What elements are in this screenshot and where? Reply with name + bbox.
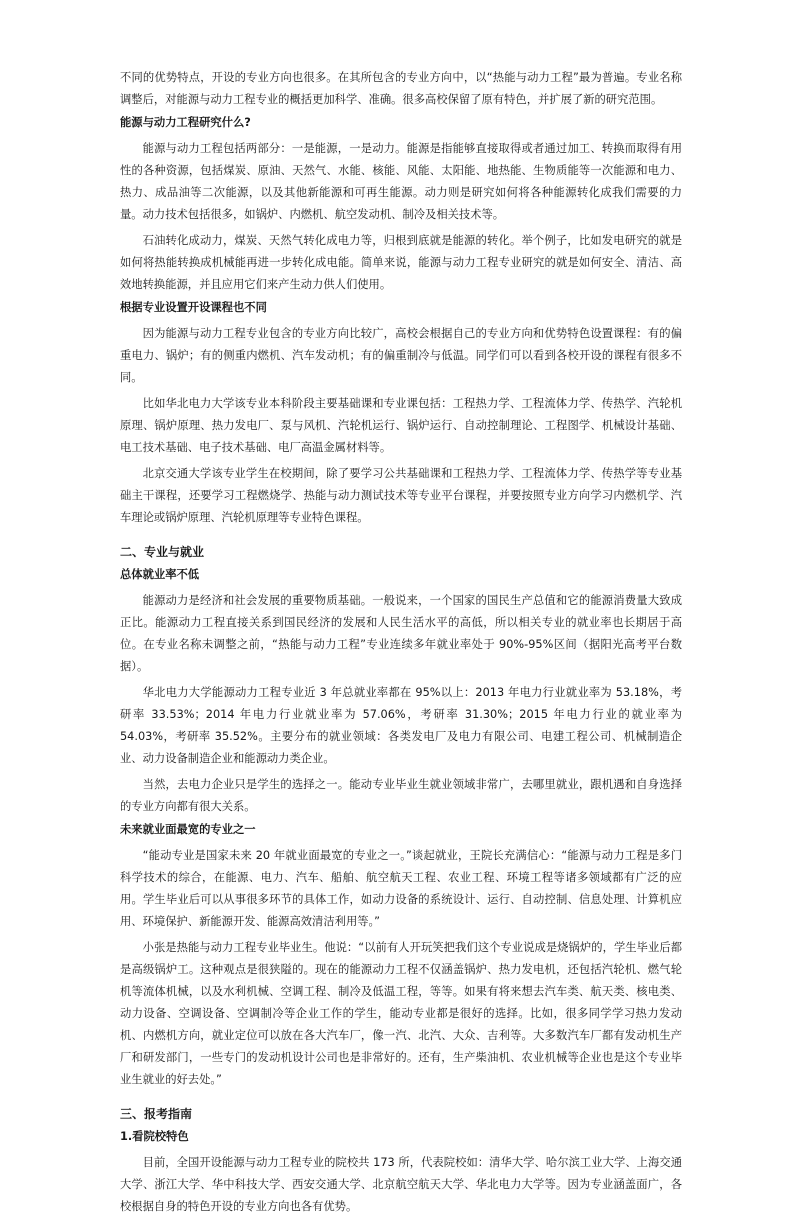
body-paragraph: 当然，去电力企业只是学生的选择之一。能动专业毕业生就业领域非常广，去哪里就业，跟机遇和自身选择的专业方向都有很大关系。	[120, 778, 682, 813]
section-heading: 总体就业率不低	[120, 568, 200, 581]
body-paragraph: 目前，全国开设能源与动力工程专业的院校共 173 所，代表院校如：清华大学、哈尔滨工业大学、上海交通大学、浙江大学、华中科技大学、西安交通大学、北京航空航天大学、华北电力大学等。因为专业涵盖面广，各校根据自身的特色开设的专业方向也各有优势。	[120, 1156, 682, 1213]
body-paragraph: 能源动力是经济和社会发展的重要物质基础。一般说来，一个国家的国民生产总值和它的能源消费量大致成正比。能源动力工程直接关系到国民经济的发展和人民生活水平的高低，所以相关专业的就业率也长期居于高位。在专业名称未调整之前，“热能与动力工程”专业连续多年就业率处于 90%-95%区间（据阳光高考平台数据）。	[120, 594, 682, 673]
chapter-heading: 三、报考指南	[120, 1107, 193, 1121]
body-paragraph: 因为能源与动力工程专业包含的专业方向比较广，高校会根据自己的专业方向和优势特色设置课程：有的偏重电力、锅炉；有的侧重内燃机、汽车发动机；有的偏重制冷与低温。同学们可以看到各校开设的课程有很多不同。	[120, 327, 682, 384]
intro-paragraph: 不同的优势特点，开设的专业方向也很多。在其所包含的专业方向中，以“热能与动力工程”最为普遍。专业名称调整后，对能源与动力工程专业的概括更加科学、准确。很多高校保留了原有特色，并扩展了新的研究范围。	[120, 71, 682, 106]
body-paragraph: “能动专业是国家未来 20 年就业面最宽的专业之一。”谈起就业，王院长充满信心：“能源与动力工程是多门科学技术的综合，在能源、电力、汽车、船舶、航空航天工程、农业工程、环境工程等诸多领域都有广泛的应用。学生毕业后可以从事很多环节的具体工作，如动力设备的系统设计、运行、自动控制、信息处理、计算机应用、环境保护、新能源开发、能源高效清洁利用等。”	[120, 849, 682, 928]
body-paragraph: 小张是热能与动力工程专业毕业生。他说：“以前有人开玩笑把我们这个专业说成是烧锅炉的，学生毕业后都是高级锅炉工。这种观点是很狭隘的。现在的能源动力工程不仅涵盖锅炉、热力发电机，还包括汽轮机、燃气轮机等流体机械，以及水利机械、空调工程、制冷及低温工程，等等。如果有将来想去汽车类、航天类、核电类、动力设备、空调设备、空调制冷等企业工作的学生，能动专业都是很好的选择。比如，很多同学学习热力发动机、内燃机方向，就业定位可以放在各大汽车厂，像一汽、北汽、大众、吉利等。大多数汽车厂都有发动机生产厂和研发部门，一些专门的发动机设计公司也是非常好的。还有，生产柴油机、农业机械等企业也是这个专业毕业生就业的好去处。”	[120, 941, 682, 1086]
body-paragraph: 石油转化成动力，煤炭、天然气转化成电力等，归根到底就是能源的转化。举个例子，比如发电研究的就是如何将热能转换成机械能再进一步转化成电能。简单来说，能源与动力工程专业研究的就是如何安全、清洁、高效地转换能源，并且应用它们来产生动力供人们使用。	[120, 234, 682, 291]
section-heading: 能源与动力工程研究什么?	[120, 116, 251, 129]
body-paragraph: 华北电力大学能源动力工程专业近 3 年总就业率都在 95%以上：2013 年电力行业就业率为 53.18%，考研率 33.53%；2014 年电力行业就业率为 57.06%，考研率 31.30%；2015 年电力行业的就业率为 54.03%，考研率 35.52%。主要分布的就业领域：各类发电厂及电力有限公司、电建工程公司、机械制造企业、动力设备制造企业和能源动力类企业。	[120, 686, 682, 765]
block	[120, 67, 682, 111]
chapter-heading: 二、专业与就业	[120, 545, 205, 559]
section-heading: 根据专业设置开设课程也不同	[120, 301, 267, 314]
section-heading: 未来就业面最宽的专业之一	[120, 823, 256, 836]
section-heading: 1.看院校特色	[120, 1130, 189, 1143]
body-paragraph: 能源与动力工程包括两部分：一是能源，一是动力。能源是指能够直接取得或者通过加工、转换而取得有用性的各种资源，包括煤炭、原油、天然气、水能、核能、风能、太阳能、地热能、生物质能等一次能源和电力、热力、成品油等二次能源，以及其他新能源和可再生能源。动力则是研究如何将各种能源转化成我们需要的力量。动力技术包括很多，如锅炉、内燃机、航空发动机、制冷及相关技术等。	[120, 142, 682, 221]
body-paragraph: 比如华北电力大学该专业本科阶段主要基础课和专业课包括：工程热力学、工程流体力学、传热学、汽轮机原理、锅炉原理、热力发电厂、泵与风机、汽轮机运行、锅炉运行、自动控制理论、工程图学、机械设计基础、电工技术基础、电子技术基础、电厂高温金属材料等。	[120, 397, 682, 454]
body-paragraph: 北京交通大学该专业学生在校期间，除了要学习公共基础课和工程热力学、工程流体力学、传热学等专业基础主干课程，还要学习工程燃烧学、热能与动力测试技术等专业平台课程，并要按照专业方向学习内燃机学、汽车理论或锅炉原理、汽轮机原理等专业特色课程。	[120, 467, 682, 524]
